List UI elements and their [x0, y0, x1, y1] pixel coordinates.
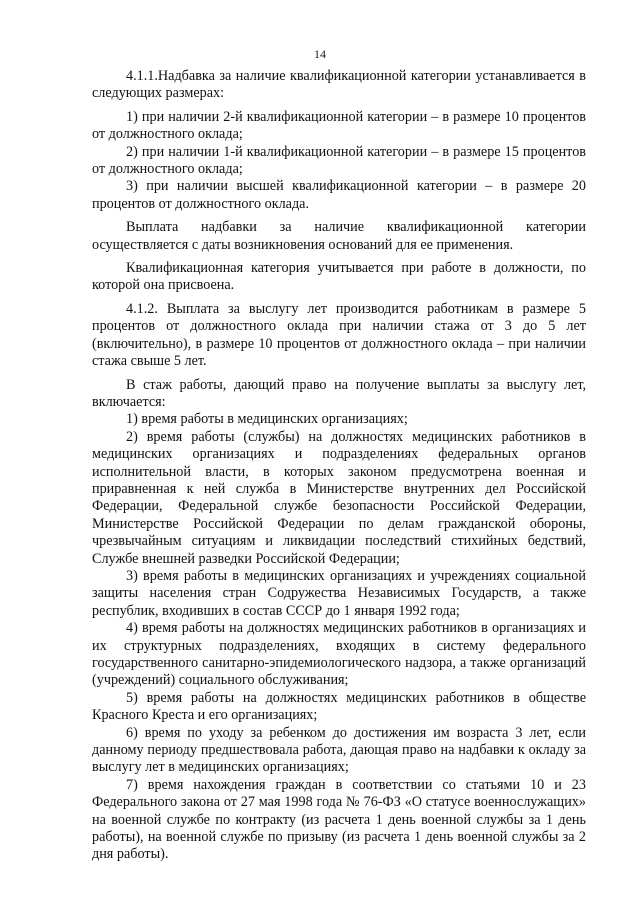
list-item-7: 7) время нахождения граждан в соответствии со статьями 10 и 23 Федерального закона от 27 мая 1998 года № 76-ФЗ «О статусе военнослужащих» на военной службе по контракту (из расчета 1 день военной службы за 1 день работы), на военной службе по призыву (из расчета 1 день военной службы за 2 дня работы).: [92, 776, 586, 863]
list-item-1: 1) время работы в медицинских организациях;: [126, 411, 408, 428]
paragraph-4-1-2-seniority: 4.1.2. Выплата за выслугу лет производится работникам в размере 5 процентов от должностного оклада при наличии стажа от 3 до 5 лет (включительно), в размере 10 процентов от должностного оклада – при наличии стажа свыше 5 лет.: [92, 300, 586, 370]
list-item-5: 5) время работы на должностях медицинских работников в обществе Красного Креста и его организациях;: [92, 689, 586, 724]
document-body: [92, 68, 586, 864]
page-number: 14: [314, 47, 326, 61]
paragraph-4-1-1-intro: 4.1.1.Надбавка за наличие квалификационной категории устанавливается в следующих размерах:: [92, 68, 586, 102]
paragraph-category-accounting: Квалификационная категория учитывается при работе в должности, по которой она присвоена.: [92, 260, 586, 294]
list-item-3: 3) время работы в медицинских организациях и учреждениях социальной защиты населения стран Содружества Независимых Государств, а также республик, входивших в состав СССР до 1 января 1992 года;: [92, 567, 586, 619]
paragraph-category-2: 1) при наличии 2-й квалификационной категории – в размере 10 процентов от должностного оклада;: [92, 108, 586, 143]
paragraph-category-1: 2) при наличии 1-й квалификационной категории – в размере 15 процентов от должностного оклада;: [92, 143, 586, 178]
paragraph-payment-start: Выплата надбавки за наличие квалификационной категории осуществляется с даты возникновения оснований для ее применения.: [92, 219, 586, 253]
paragraph-seniority-includes: В стаж работы, дающий право на получение выплаты за выслугу лет, включается:: [92, 376, 586, 410]
list-item-6: 6) время по уходу за ребенком до достижения им возраста 3 лет, если данному периоду предшествовала работа, дающая право на надбавки к окладу за выслугу лет в медицинских организациях;: [92, 724, 586, 776]
paragraph-category-highest: 3) при наличии высшей квалификационной категории – в размере 20 процентов от должностного оклада.: [92, 178, 586, 212]
list-item-2: 2) время работы (службы) на должностях медицинских работников в медицинских организациях и подразделениях федеральных органов исполнительной власти, в которых законом предусмотрена военная и приравненная к ней служба в Министерстве внутренних дел Российской Федерации, Федеральной службе безопасности Российской Федерации, Министерстве Российской Федерации по делам гражданской обороны, чрезвычайным ситуациям и ликвидации последствий стихийных бедствий, Службе внешней разведки Российской Федерации;: [92, 428, 586, 567]
list-item-4: 4) время работы на должностях медицинских работников в организациях и их структурных подразделениях, входящих в систему федерального государственного санитарно-эпидемиологического надзора, а также организаций (учреждений) социального обслуживания;: [92, 620, 586, 689]
